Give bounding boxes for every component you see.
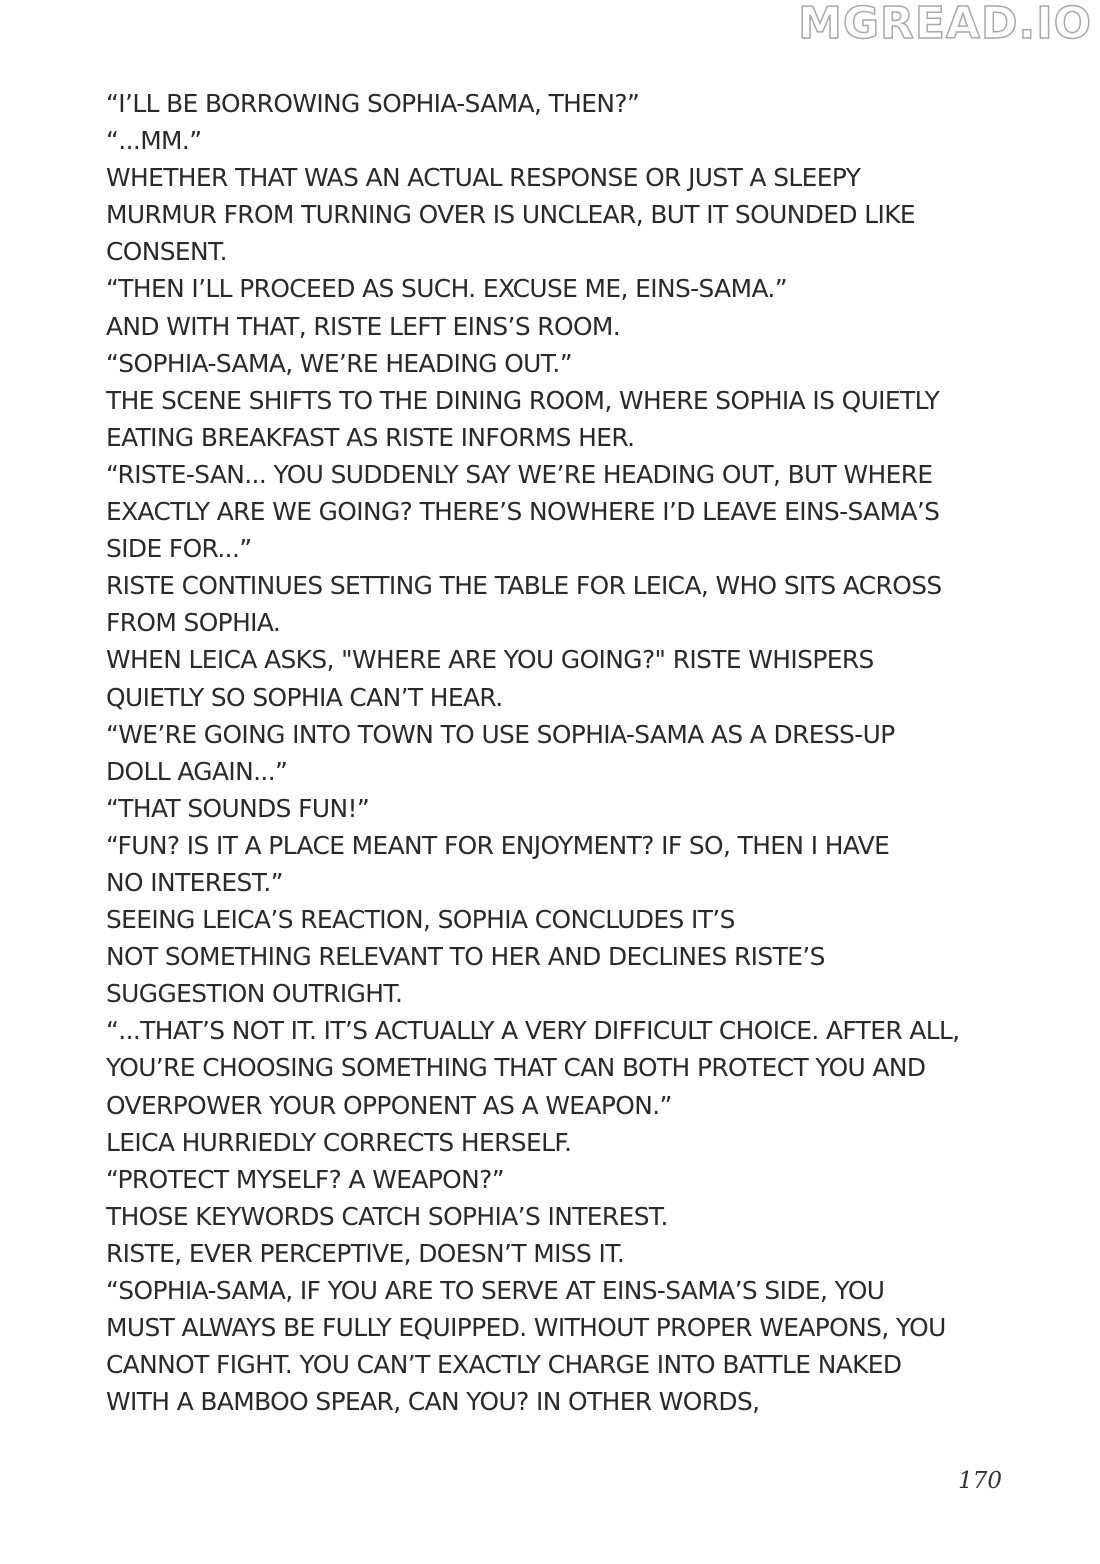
text-line: SUGGESTION OUTRIGHT. bbox=[106, 979, 403, 1009]
text-line: RISTE, EVER PERCEPTIVE, DOESN’T MISS IT. bbox=[106, 1238, 625, 1268]
text-line: “THAT SOUNDS FUN!” bbox=[106, 793, 370, 823]
text-line: THOSE KEYWORDS CATCH SOPHIA’S INTEREST. bbox=[106, 1201, 668, 1231]
text-line: “SOPHIA-SAMA, WE’RE HEADING OUT.” bbox=[106, 348, 573, 378]
text-line: LEICA HURRIEDLY CORRECTS HERSELF. bbox=[106, 1127, 572, 1157]
text-line: NOT SOMETHING RELEVANT TO HER AND DECLINES RISTE’S bbox=[106, 942, 825, 972]
text-line: “PROTECT MYSELF? A WEAPON?” bbox=[106, 1164, 504, 1194]
text-line: DOLL AGAIN...” bbox=[106, 756, 288, 786]
page-body-text bbox=[106, 85, 1006, 1420]
text-line: FROM SOPHIA. bbox=[106, 608, 281, 638]
text-line: “FUN? IS IT A PLACE MEANT FOR ENJOYMENT? IF SO, THEN I HAVE bbox=[106, 830, 890, 860]
text-line: NO INTEREST.” bbox=[106, 867, 283, 897]
text-line: “SOPHIA-SAMA, IF YOU ARE TO SERVE AT EINS-SAMA’S SIDE, YOU bbox=[106, 1276, 885, 1305]
text-line: MURMUR FROM TURNING OVER IS UNCLEAR, BUT IT SOUNDED LIKE bbox=[106, 200, 916, 230]
text-line: “...THAT’S NOT IT. IT’S ACTUALLY A VERY DIFFICULT CHOICE. AFTER ALL, bbox=[106, 1016, 960, 1046]
text-line: “I’LL BE BORROWING SOPHIA-SAMA, THEN?” bbox=[106, 89, 640, 118]
text-line: “RISTE-SAN... YOU SUDDENLY SAY WE’RE HEADING OUT, BUT WHERE bbox=[106, 459, 933, 489]
text-line: AND WITH THAT, RISTE LEFT EINS’S ROOM. bbox=[106, 311, 621, 341]
text-line: SIDE FOR...” bbox=[106, 534, 252, 564]
text-line: EXACTLY ARE WE GOING? THERE’S NOWHERE I’D LEAVE EINS-SAMA’S bbox=[106, 497, 940, 527]
text-line: MUST ALWAYS BE FULLY EQUIPPED. WITHOUT PROPER WEAPONS, YOU bbox=[106, 1313, 946, 1343]
text-line: OVERPOWER YOUR OPPONENT AS A WEAPON.” bbox=[106, 1090, 672, 1120]
text-line: CANNOT FIGHT. YOU CAN’T EXACTLY CHARGE INTO BATTLE NAKED bbox=[106, 1350, 902, 1380]
text-line: SEEING LEICA’S REACTION, SOPHIA CONCLUDES IT’S bbox=[106, 905, 735, 935]
site-watermark: MGREAD.IO bbox=[798, 0, 1092, 49]
text-line: CONSENT. bbox=[106, 237, 227, 267]
page-number: 170 bbox=[958, 1468, 1002, 1494]
text-line: “...MM.” bbox=[106, 126, 202, 156]
text-line: “WE’RE GOING INTO TOWN TO USE SOPHIA-SAMA AS A DRESS-UP bbox=[106, 719, 895, 749]
text-line: THE SCENE SHIFTS TO THE DINING ROOM, WHERE SOPHIA IS QUIETLY bbox=[106, 385, 940, 415]
text-line: QUIETLY SO SOPHIA CAN’T HEAR. bbox=[106, 682, 503, 712]
text-line: RISTE CONTINUES SETTING THE TABLE FOR LEICA, WHO SITS ACROSS bbox=[106, 571, 942, 601]
text-line: YOU’RE CHOOSING SOMETHING THAT CAN BOTH PROTECT YOU AND bbox=[106, 1053, 926, 1083]
text-line: WHETHER THAT WAS AN ACTUAL RESPONSE OR JUST A SLEEPY bbox=[106, 163, 861, 193]
text-line: WHEN LEICA ASKS, "WHERE ARE YOU GOING?" RISTE WHISPERS bbox=[106, 645, 874, 675]
text-line: EATING BREAKFAST AS RISTE INFORMS HER. bbox=[106, 422, 635, 452]
text-line: WITH A BAMBOO SPEAR, CAN YOU? IN OTHER WORDS, bbox=[106, 1387, 760, 1417]
text-line: “THEN I’LL PROCEED AS SUCH. EXCUSE ME, EINS-SAMA.” bbox=[106, 274, 788, 304]
